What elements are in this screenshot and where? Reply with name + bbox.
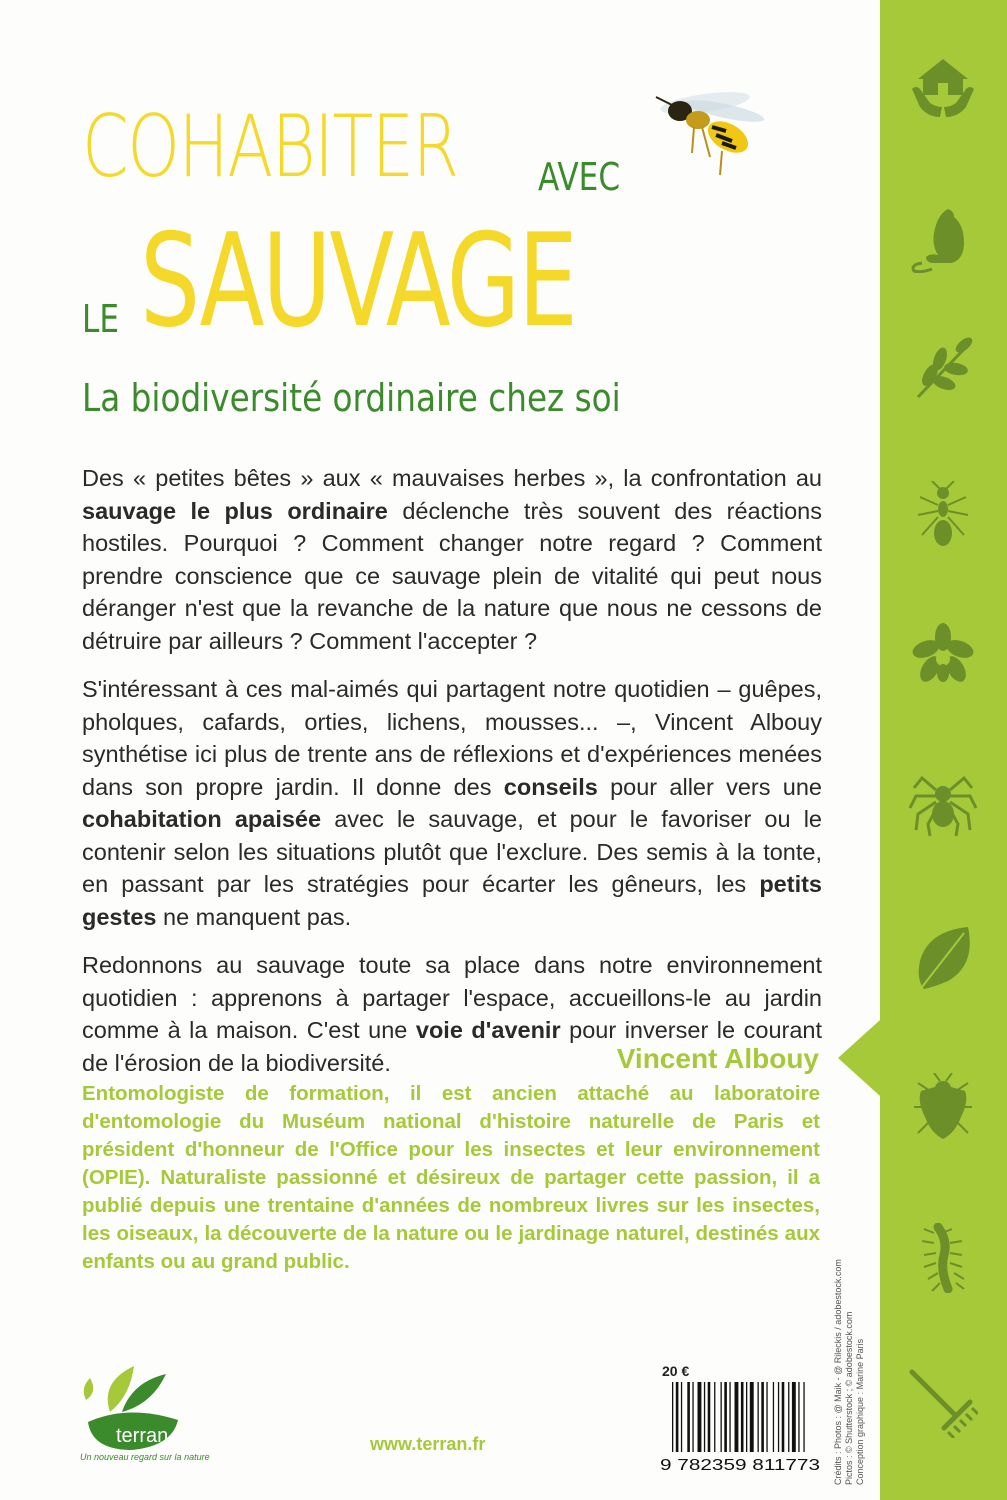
rake-icon: [905, 1365, 980, 1440]
credit-line: Conception graphique : Marine Paris: [855, 1338, 865, 1485]
stink-bug-icon: [905, 1070, 980, 1145]
barcode-bar: [798, 1382, 799, 1452]
barcode-bar: [708, 1382, 711, 1452]
barcode-bar: [803, 1382, 804, 1452]
credit-line: Pictos : © Shutterstock ; © adobestock.com: [844, 1311, 854, 1485]
emphasized-text: conseils: [503, 773, 598, 800]
barcode-bar: [782, 1382, 785, 1452]
title-cohabiter: COHABITER: [82, 97, 458, 197]
barcode-bar: [746, 1382, 747, 1452]
barcode-bar: [687, 1382, 690, 1452]
barcode-bar: [761, 1382, 764, 1452]
barcode-bar: [672, 1382, 673, 1452]
blurb-paragraph: [82, 462, 822, 657]
barcode-bar: [741, 1382, 744, 1452]
emphasized-text: voie d'avenir: [415, 1017, 561, 1043]
barcode-bar: [773, 1382, 774, 1452]
title-sauvage: SAUVAGE: [140, 207, 576, 356]
barcode-bar: [778, 1382, 779, 1452]
credit-line: Crédits : Photos : @ Maik - @ Rileckis / adobestock.com: [833, 1259, 843, 1485]
blurb-paragraph: [82, 673, 822, 933]
publisher-website[interactable]: www.terran.fr: [370, 1434, 486, 1454]
text-segment: pour inverser le courant de l'érosion de la biodiversité.: [82, 1017, 823, 1076]
text-segment: ne manquent pas.: [156, 903, 352, 930]
text-segment: pour aller vers une: [597, 773, 822, 800]
publisher-slogan: Un nouveau regard sur la nature: [80, 1452, 210, 1462]
isbn-digits: 9 782359 811773: [660, 1457, 821, 1472]
barcode-bar: [714, 1382, 715, 1452]
author-name: Vincent Albouy: [616, 1043, 819, 1074]
barcode-bar: [792, 1382, 796, 1452]
text-segment: déclenche très souvent des réactions hostiles. Pourquoi ? Comment changer notre regard ? Comment prendre conscience que ce sauvage plein de vitalité qui peut nous déranger n'est que la revanche de la nature que nous ne cessons de détruire par ailleurs ? Comment l'accepter ?: [82, 497, 822, 654]
barcode-bar: [724, 1382, 727, 1452]
subtitle: La biodiversité ordinaire chez soi: [82, 376, 621, 420]
barcode-bar: [692, 1382, 693, 1452]
barcode-bar: [735, 1382, 739, 1452]
house-hands-icon: [905, 50, 980, 125]
price-label: 20 €: [662, 1363, 690, 1379]
text-segment: Des « petites bêtes » aux « mauvaises herbes », la confrontation au: [82, 465, 822, 491]
ant-icon: [905, 478, 980, 553]
rat-icon: [905, 200, 980, 275]
orchid-flower-icon: [905, 618, 980, 693]
barcode-bar: [766, 1382, 767, 1452]
author-bio: Entomologiste de formation, il est ancien attaché au laboratoire d'entomologie du Muséum national d'histoire naturelle de Paris et président d'honneur de l'Office pour les insectes et leur environnement (OPIE). Naturaliste passionné et désireux de partager cette passion, il a publié depuis une trentaine d'années de nombreux livres sur les insectes, les oiseaux, la découverte de la nature ou le jardinage naturel, destinés aux enfants ou au grand public.: [82, 1082, 820, 1273]
isbn-barcode: [660, 1382, 825, 1472]
text-segment: avec le sauvage, et pour le favoriser ou le contenir selon les situations plutôt que l'exclure. Des semis à la tonte, en passant par les stratégies pour écarter les gêneurs, les: [82, 806, 822, 897]
title-le: LE: [82, 297, 120, 341]
back-cover-blurb: [82, 462, 822, 1095]
barcode-bar: [704, 1382, 705, 1452]
barcode-bar: [721, 1382, 722, 1452]
emphasized-text: petits gestes: [82, 871, 822, 930]
sidebar-notch: [838, 1020, 880, 1096]
nettle-leaf-icon: [905, 920, 980, 995]
emphasized-text: sauvage le plus ordinaire: [82, 497, 388, 524]
spider-icon: [905, 765, 980, 840]
barcode-bar: [698, 1382, 702, 1452]
wasp-illustration: [650, 75, 775, 185]
barcode-bar: [681, 1382, 682, 1452]
barcode-bar: [729, 1382, 730, 1452]
barcode-bar: [750, 1382, 754, 1452]
title-avec: AVEC: [538, 155, 621, 199]
photo-credits: [833, 1255, 865, 1485]
logo-text: terran: [116, 1425, 169, 1447]
leaf-branch-icon: [905, 332, 980, 407]
barcode-bar: [788, 1382, 789, 1452]
text-segment: S'intéressant à ces mal-aimés qui partagent notre quotidien – guêpes, pholques, cafards, orties, lichens, mousses... –, Vincent Albouy synthétise ici plus de trente ans de réflexions et d'expériences menées dans son propre jardin. Il donne des: [82, 676, 822, 800]
emphasized-text: cohabitation apaisée: [82, 806, 322, 832]
centipede-icon: [905, 1220, 980, 1295]
barcode-bar: [758, 1382, 759, 1452]
barcode-bar: [676, 1382, 679, 1452]
text-segment: Redonnons au sauvage toute sa place dans notre environnement quotidien : apprenons à partager l'espace, accueillons-le au jardin comme à la maison. C'est une: [82, 952, 822, 1043]
